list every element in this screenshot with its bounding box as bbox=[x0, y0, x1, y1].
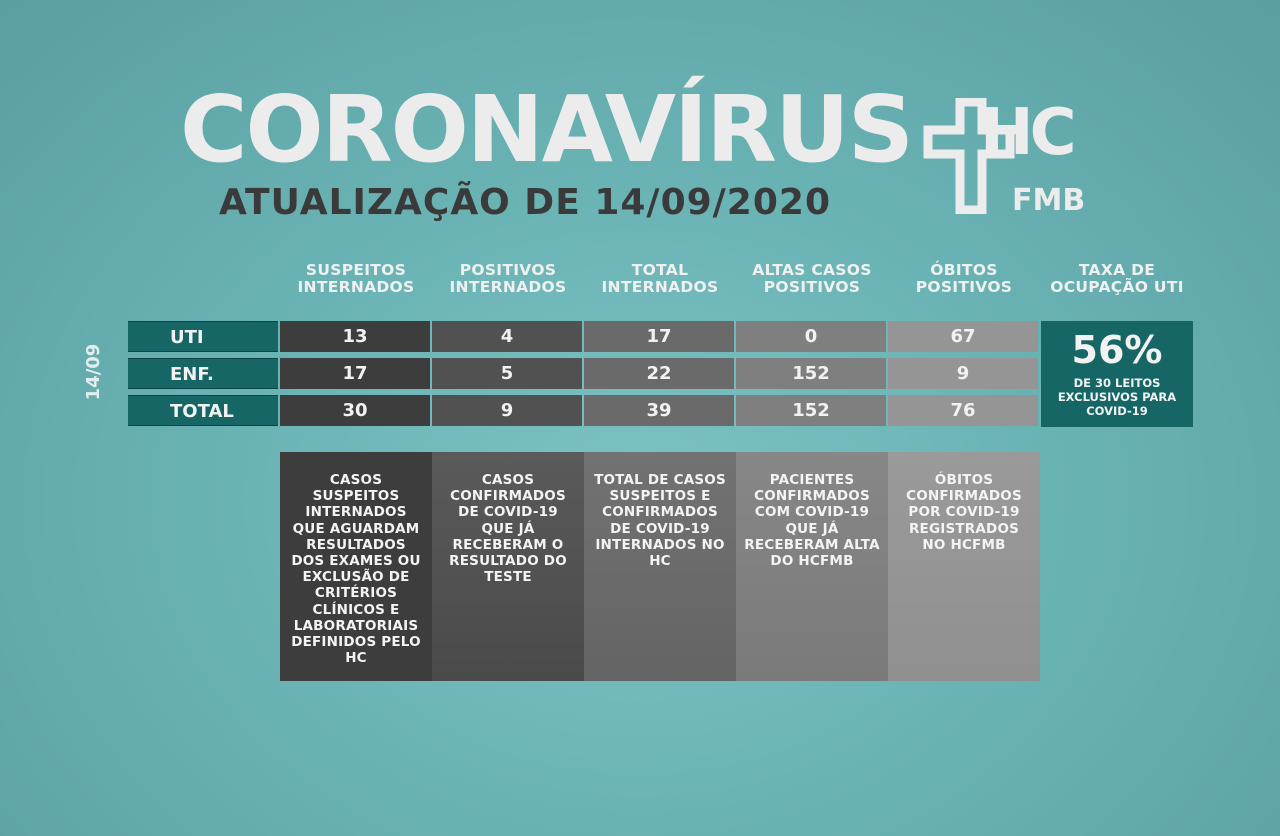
description-obitos: ÓBITOS CONFIRMADOS POR COVID-19 REGISTRADOS NO HCFMB bbox=[888, 452, 1040, 681]
cell-altas: 152 bbox=[736, 395, 886, 426]
column-header-taxa-uti bbox=[1041, 262, 1193, 296]
cell-suspeitos: 30 bbox=[280, 395, 430, 426]
column-header-suspeitos bbox=[280, 262, 432, 296]
column-header-line: ALTAS CASOS bbox=[752, 261, 872, 279]
cell-positivos: 4 bbox=[432, 321, 582, 352]
column-header-line: POSITIVOS bbox=[459, 261, 557, 279]
date-label: 14/09 bbox=[83, 343, 104, 401]
uti-desc-line: COVID-19 bbox=[1086, 404, 1148, 418]
column-header-line: SUSPEITOS bbox=[305, 261, 407, 279]
uti-desc-line: EXCLUSIVOS PARA bbox=[1057, 390, 1177, 404]
description-positivos: CASOS CONFIRMADOS DE COVID-19 QUE JÁ RECEBERAM O RESULTADO DO TESTE bbox=[432, 452, 584, 681]
cell-suspeitos: 17 bbox=[280, 358, 430, 389]
cell-suspeitos: 13 bbox=[280, 321, 430, 352]
description-altas: PACIENTES CONFIRMADOS COM COVID-19 QUE JÁ RECEBERAM ALTA DO HCFMB bbox=[736, 452, 888, 681]
page-title: CORONAVÍRUS bbox=[180, 76, 912, 183]
column-header-line: OCUPAÇÃO UTI bbox=[1050, 278, 1184, 296]
update-date-subtitle: ATUALIZAÇÃO DE 14/09/2020 bbox=[218, 182, 832, 223]
column-header-obitos bbox=[888, 262, 1040, 296]
description-total: TOTAL DE CASOS SUSPEITOS E CONFIRMADOS DE COVID-19 INTERNADOS NO HC bbox=[584, 452, 736, 681]
column-header-line: POSITIVOS bbox=[763, 278, 861, 296]
cell-obitos: 9 bbox=[888, 358, 1038, 389]
hospital-cross-logo-icon bbox=[922, 98, 1094, 214]
cell-positivos: 9 bbox=[432, 395, 582, 426]
column-header-total bbox=[584, 262, 736, 296]
uti-desc-line: DE 30 LEITOS bbox=[1073, 376, 1161, 390]
column-header-line: POSITIVOS bbox=[915, 278, 1013, 296]
column-header-line: INTERNADOS bbox=[449, 278, 567, 296]
uti-occupancy-box bbox=[1041, 321, 1193, 427]
description-suspeitos: CASOS SUSPEITOS INTERNADOS QUE AGUARDAM RESULTADOS DOS EXAMES OU EXCLUSÃO DE CRITÉRIOS CLÍNICOS E LABORATORIAIS DEFINIDOS PELO HC bbox=[280, 452, 432, 681]
cell-altas: 152 bbox=[736, 358, 886, 389]
hc-fmb-logo bbox=[922, 98, 1094, 214]
column-header-line: INTERNADOS bbox=[601, 278, 719, 296]
cell-altas: 0 bbox=[736, 321, 886, 352]
uti-occupancy-percent: 56% bbox=[1071, 328, 1163, 372]
cell-total: 17 bbox=[584, 321, 734, 352]
column-header-line: TOTAL bbox=[631, 261, 689, 279]
cell-obitos: 67 bbox=[888, 321, 1038, 352]
row-label: UTI bbox=[128, 321, 278, 352]
cell-total: 22 bbox=[584, 358, 734, 389]
cell-obitos: 76 bbox=[888, 395, 1038, 426]
uti-occupancy-description bbox=[1041, 376, 1193, 418]
column-header-positivos bbox=[432, 262, 584, 296]
column-header-altas bbox=[736, 262, 888, 296]
cell-positivos: 5 bbox=[432, 358, 582, 389]
logo-hc-text: HC bbox=[980, 98, 1073, 170]
column-header-line: INTERNADOS bbox=[297, 278, 415, 296]
cell-total: 39 bbox=[584, 395, 734, 426]
logo-fmb-text: FMB bbox=[1012, 183, 1086, 214]
column-header-line: TAXA DE bbox=[1078, 261, 1156, 279]
column-header-line: ÓBITOS bbox=[930, 261, 998, 279]
row-label: TOTAL bbox=[128, 395, 278, 426]
row-label: ENF. bbox=[128, 358, 278, 389]
